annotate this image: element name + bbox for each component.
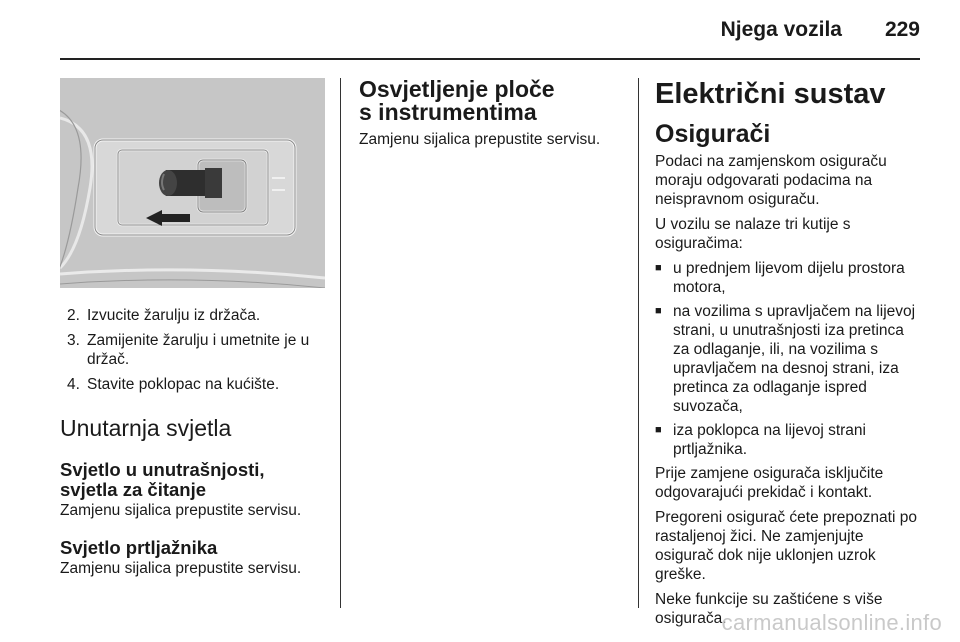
bullet-square-icon: ■ <box>655 305 662 317</box>
page-number: 229 <box>884 18 920 41</box>
bullet-square-icon: ■ <box>655 424 662 436</box>
step-text: Izvucite žarulju iz držača. <box>87 307 261 324</box>
subsection-heading: Svjetlo u unutrašnjosti, svjetla za čitanje <box>60 459 265 500</box>
header-rule <box>60 58 920 60</box>
paragraph: Pregoreni osigurač ćete prepoznati po rastaljenoj žici. Ne zamjenjujte osigurač dok nije uklonjen uzrok greške. <box>655 509 917 583</box>
column-middle <box>359 78 624 149</box>
bulb-illustration <box>60 78 325 288</box>
section-heading: Unutarnja svjetla <box>60 415 232 441</box>
column-left <box>60 78 325 578</box>
page-header <box>0 0 960 60</box>
list-item <box>655 421 923 459</box>
page-title: Njega vozila <box>720 18 842 41</box>
watermark-text: carmanualsonline.info <box>721 610 942 635</box>
bulb-holder-drawing <box>60 78 325 288</box>
paragraph: Zamjenu sijalica prepustite servisu. <box>359 131 601 148</box>
bullet-text: na vozilima s upravljačem na lijevoj strani, u unutrašnjosti iza pretinca za odlaganje, ili, na vozilima s upravljačem na desnoj strani, iza pretinca za odlaganje ispred suvozača, <box>673 303 916 415</box>
fuse-box-list <box>655 259 923 459</box>
bullet-text: iza poklopca na lijevoj strani prtljažnika. <box>673 422 866 458</box>
paragraph: Neke funkcije su zaštićene s više osigurača. <box>655 591 883 627</box>
paragraph: Zamjenu sijalica prepustite servisu. <box>60 560 302 577</box>
bullet-square-icon: ■ <box>655 262 662 274</box>
step-text: Zamijenite žarulju i umetnite je u držač. <box>87 332 310 368</box>
list-item <box>655 259 923 297</box>
paragraph: Prije zamjene osigurača isključite odgovarajući prekidač i kontakt. <box>655 465 884 501</box>
step-number: 4. <box>67 376 80 393</box>
column-right <box>655 78 923 628</box>
column-divider <box>340 78 341 608</box>
section-heading: Osvjetljenje ploče s instrumentima <box>359 76 555 125</box>
step-number: 2. <box>67 307 80 324</box>
paragraph: Zamjenu sijalica prepustite servisu. <box>60 502 302 519</box>
subsection-heading: Svjetlo prtljažnika <box>60 537 218 558</box>
step-text: Stavite poklopac na kućište. <box>87 376 280 393</box>
section-heading: Osigurači <box>655 120 771 148</box>
list-item <box>60 375 325 394</box>
chapter-heading: Električni sustav <box>655 78 886 110</box>
step-number: 3. <box>67 332 80 349</box>
list-item <box>60 306 325 325</box>
paragraph: Podaci na zamjenskom osiguraču moraju odgovarati podacima na neispravnom osiguraču. <box>655 153 887 208</box>
paragraph: U vozilu se nalaze tri kutije s osiguračima: <box>655 216 851 252</box>
column-divider <box>638 78 639 608</box>
bullet-text: u prednjem lijevom dijelu prostora motora, <box>673 260 905 296</box>
steps-list <box>60 306 325 394</box>
list-item <box>60 331 325 369</box>
list-item <box>655 302 923 416</box>
